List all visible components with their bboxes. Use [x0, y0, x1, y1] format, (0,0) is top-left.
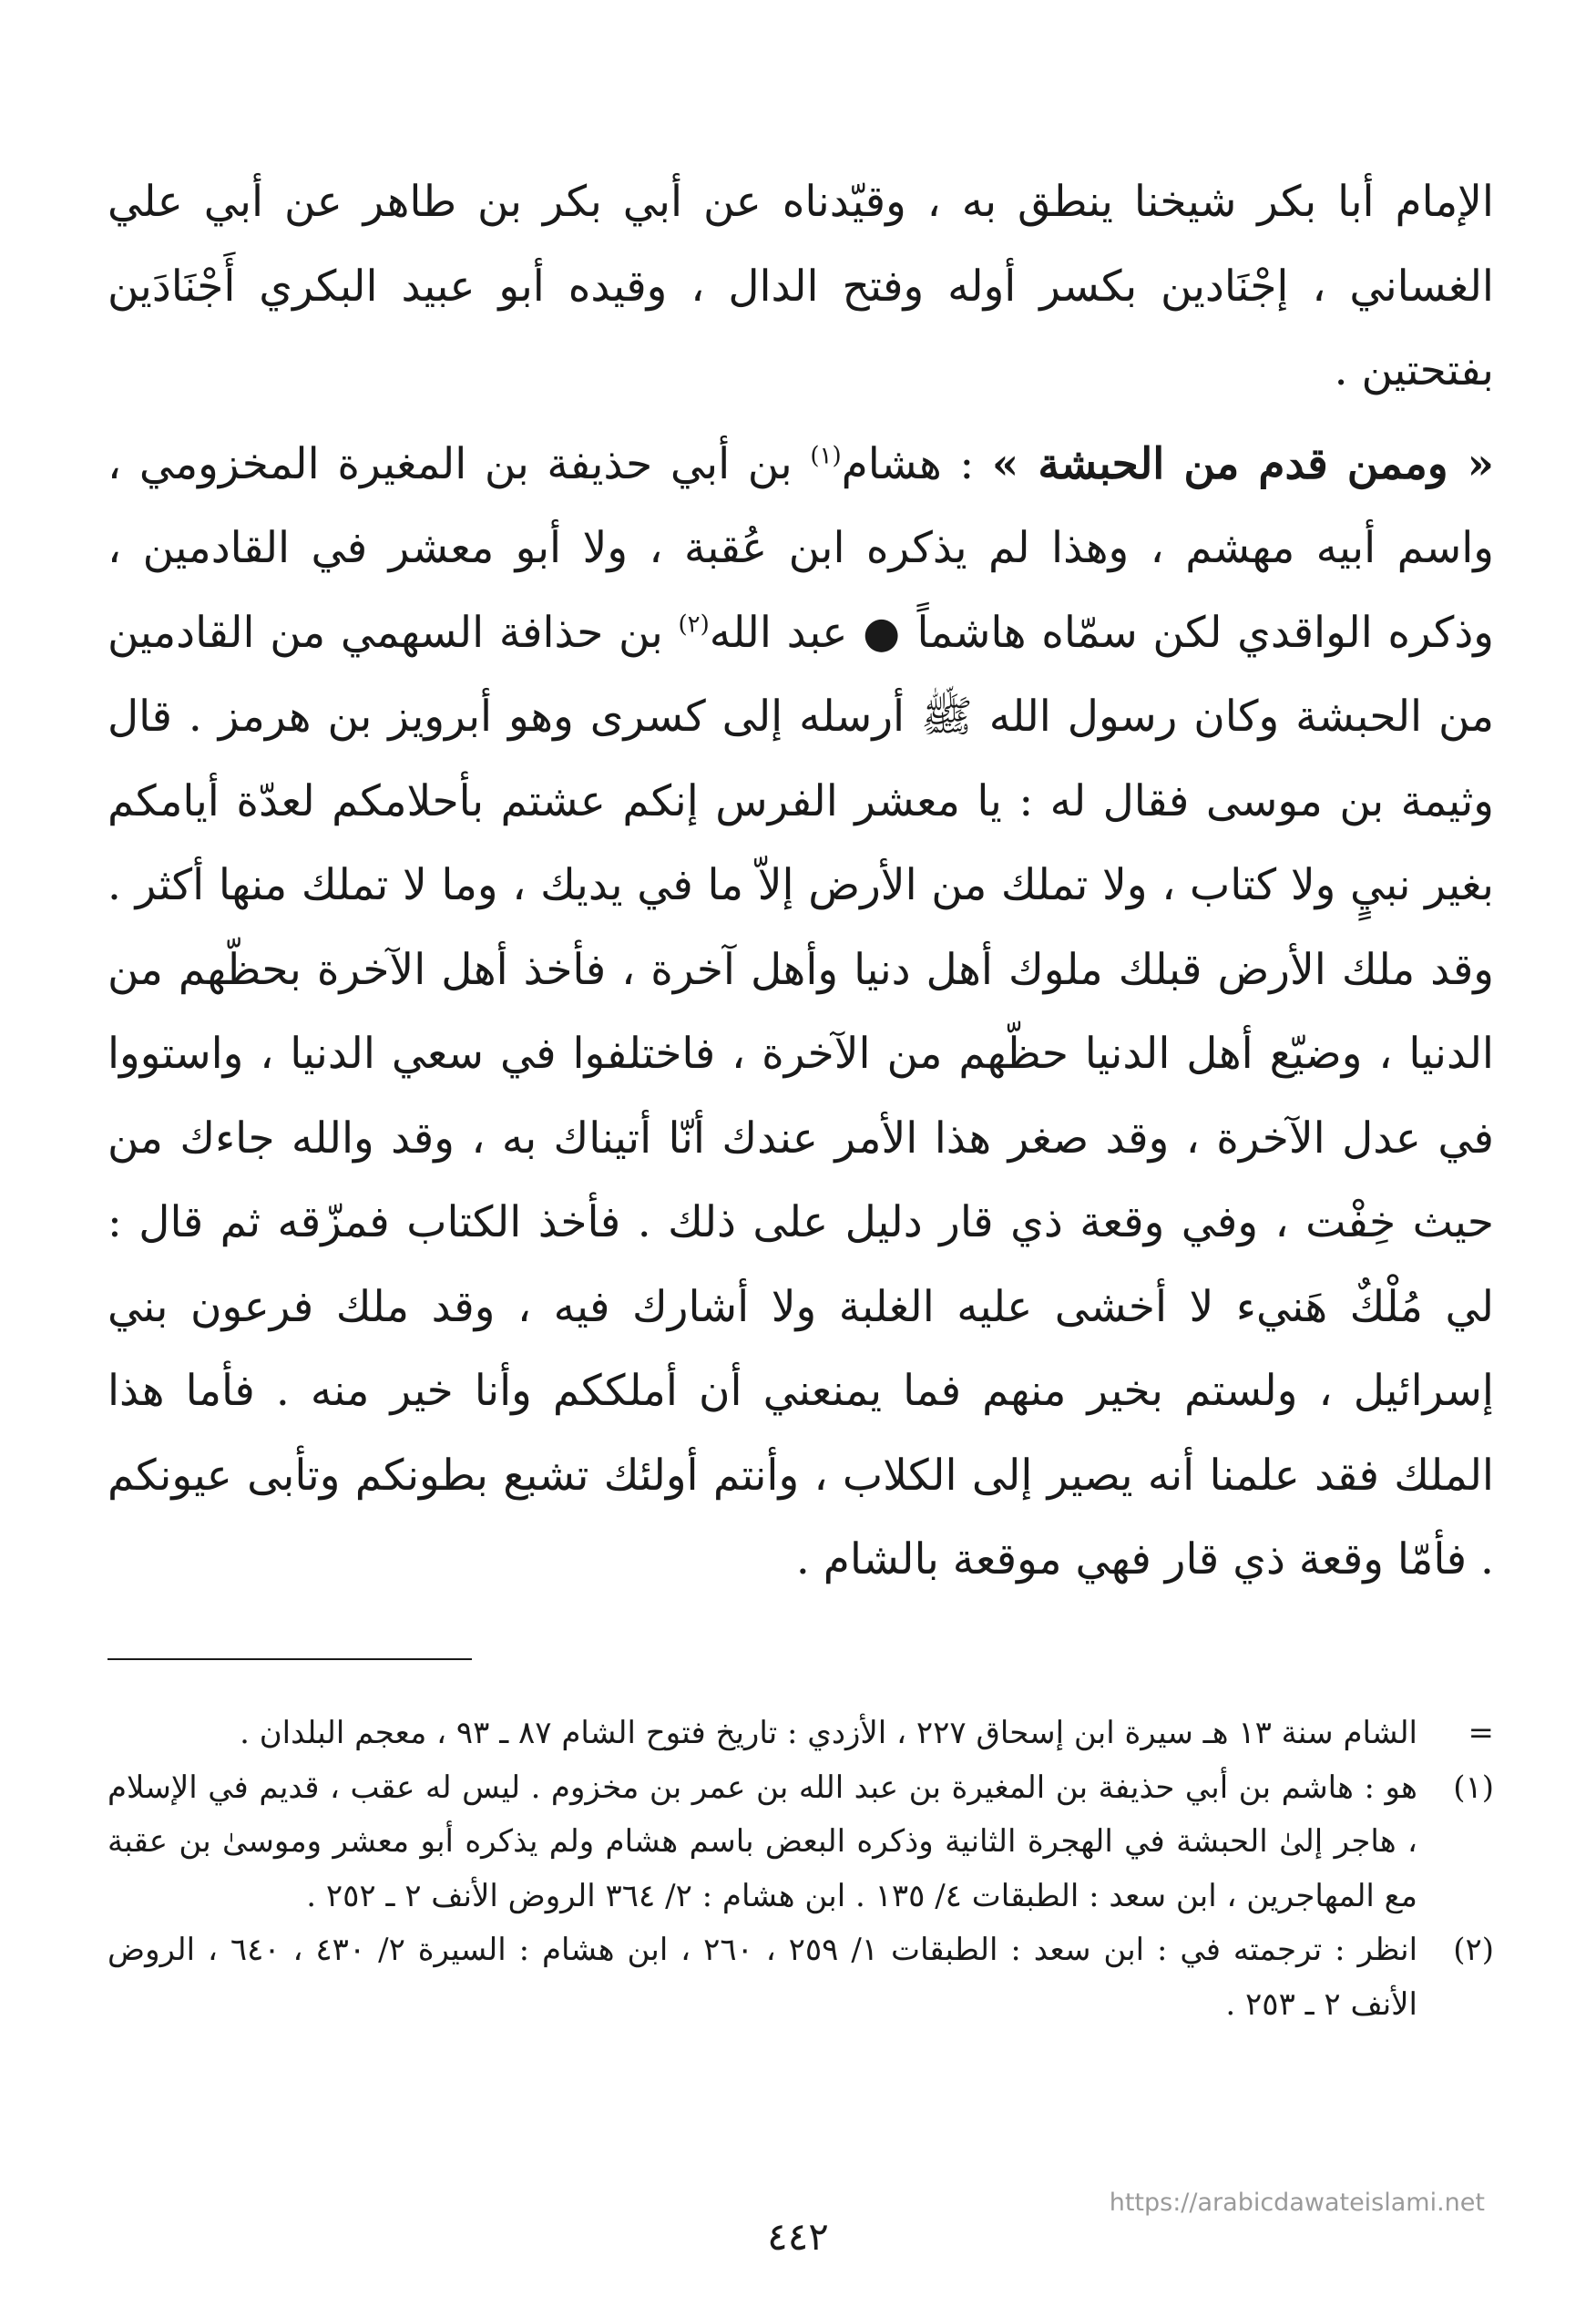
footnote-separator [107, 1658, 472, 1660]
watermark: https://arabicdawateislami.net [1109, 2189, 1485, 2217]
paragraph-2-part-a: : هشام [841, 438, 992, 489]
footnote-text: انظر : ترجمته في : ابن سعد : الطبقات ١/ ٢٥٩ ، ٢٦٠ ، ابن هشام : السيرة ٢/ ٤٣٠ ، ٦٤٠ ، الروض الأنف ٢ ـ ٢٥٣ . [107, 1932, 1418, 2023]
footnote-text: الشام سنة ١٣ هـ سيرة ابن إسحاق ٢٢٧ ، الأزدي : تاريخ فتوح الشام ٨٧ ـ ٩٣ ، معجم البلدان . [240, 1715, 1417, 1751]
paragraph-2-part-b: بن أبي حذيفة بن المغيرة المخزومي ، واسم أبيه مهشم ، وهذا لم يذكره ابن عُقبة ، ولا أبو معشر في القادمين ، وذكره الواقدي لكن سمّاه هاشماً ● عبد الله [107, 438, 1494, 658]
section-label: « وممن قدم من الحبشة » [991, 438, 1494, 489]
footnotes [107, 1707, 1494, 2032]
footnote-2 [107, 1923, 1494, 2032]
footnote-reference-1[interactable]: (١) [810, 441, 842, 469]
footnote-reference-2[interactable]: (٢) [678, 610, 710, 638]
footnote-text: هو : هاشم بن أبي حذيفة بن المغيرة بن عبد الله بن عمر بن مخزوم . ليس له عقب ، قديم في الإسلام ، هاجر إلىٰ الحبشة في الهجرة الثانية وذكره البعض باسم هشام ولم يذكره أبو معشر وموسىٰ بن عقبة مع المهاجرين ، ابن سعد : الطبقات ٤/ ١٣٥ . ابن هشام : ٢/ ٣٦٤ الروض الأنف ٢ ـ ٢٥٢ . [107, 1769, 1417, 1914]
page-number: ٤٤٢ [767, 2214, 829, 2259]
paragraph-1: الإمام أبا بكر شيخنا ينطق به ، وقيّدناه عن أبي بكر بن طاهر عن أبي علي الغساني ، إجْنَادين بكسر أوله وفتح الدال ، وقيده أبو عبيد البكري أَجْنَادَين بفتحتين . [107, 177, 1494, 395]
footnote-marker: (٢) [1453, 1932, 1494, 1968]
paragraph-2 [107, 423, 1494, 1603]
footnote-continuation [107, 1707, 1494, 1761]
footnote-1 [107, 1761, 1494, 1924]
paragraph-2-part-c: بن حذافة السهمي من القادمين من الحبشة وكان رسول الله ﷺ أرسله إلى كسرى وهو أبرويز بن هرمز . قال وثيمة بن موسى فقال له : يا معشر الفرس إنكم عشتم بأحلامكم لعدّة أيامكم بغير نبيٍ ولا كتاب ، ولا تملك من الأرض إلاّ ما في يديك ، وما لا تملك منها أكثر . وقد ملك الأرض قبلك ملوك أهل دنيا وأهل آخرة ، فأخذ أهل الآخرة بحظّهم من الدنيا ، وضيّع أهل الدنيا حظّهم من الآخرة ، فاختلفوا في سعي الدنيا ، واستووا في عدل الآخرة ، وقد صغر هذا الأمر عندك أنّا أتيناك به ، وقد والله جاءك من حيث خِفْت ، وفي وقعة ذي قار دليل على ذلك . فأخذ الكتاب فمزّقه ثم قال : لي مُلْكٌ هَنيء لا أخشى عليه الغلبة ولا أشارك فيه ، وقد ملك فرعون بني إسرائيل ، ولستم بخير منهم فما يمنعني أن أملككم وأنا خير منه . فأما هذا الملك فقد علمنا أنه يصير إلى الكلاب ، وأنتم أولئك تشبع بطونكم وتأبى عيونكم . فأمّا وقعة ذي قار فهي موقعة بالشام . [107, 607, 1494, 1584]
footnote-marker: (١) [1453, 1769, 1494, 1806]
footnote-marker: = [1468, 1715, 1494, 1751]
main-text [107, 160, 1494, 1603]
